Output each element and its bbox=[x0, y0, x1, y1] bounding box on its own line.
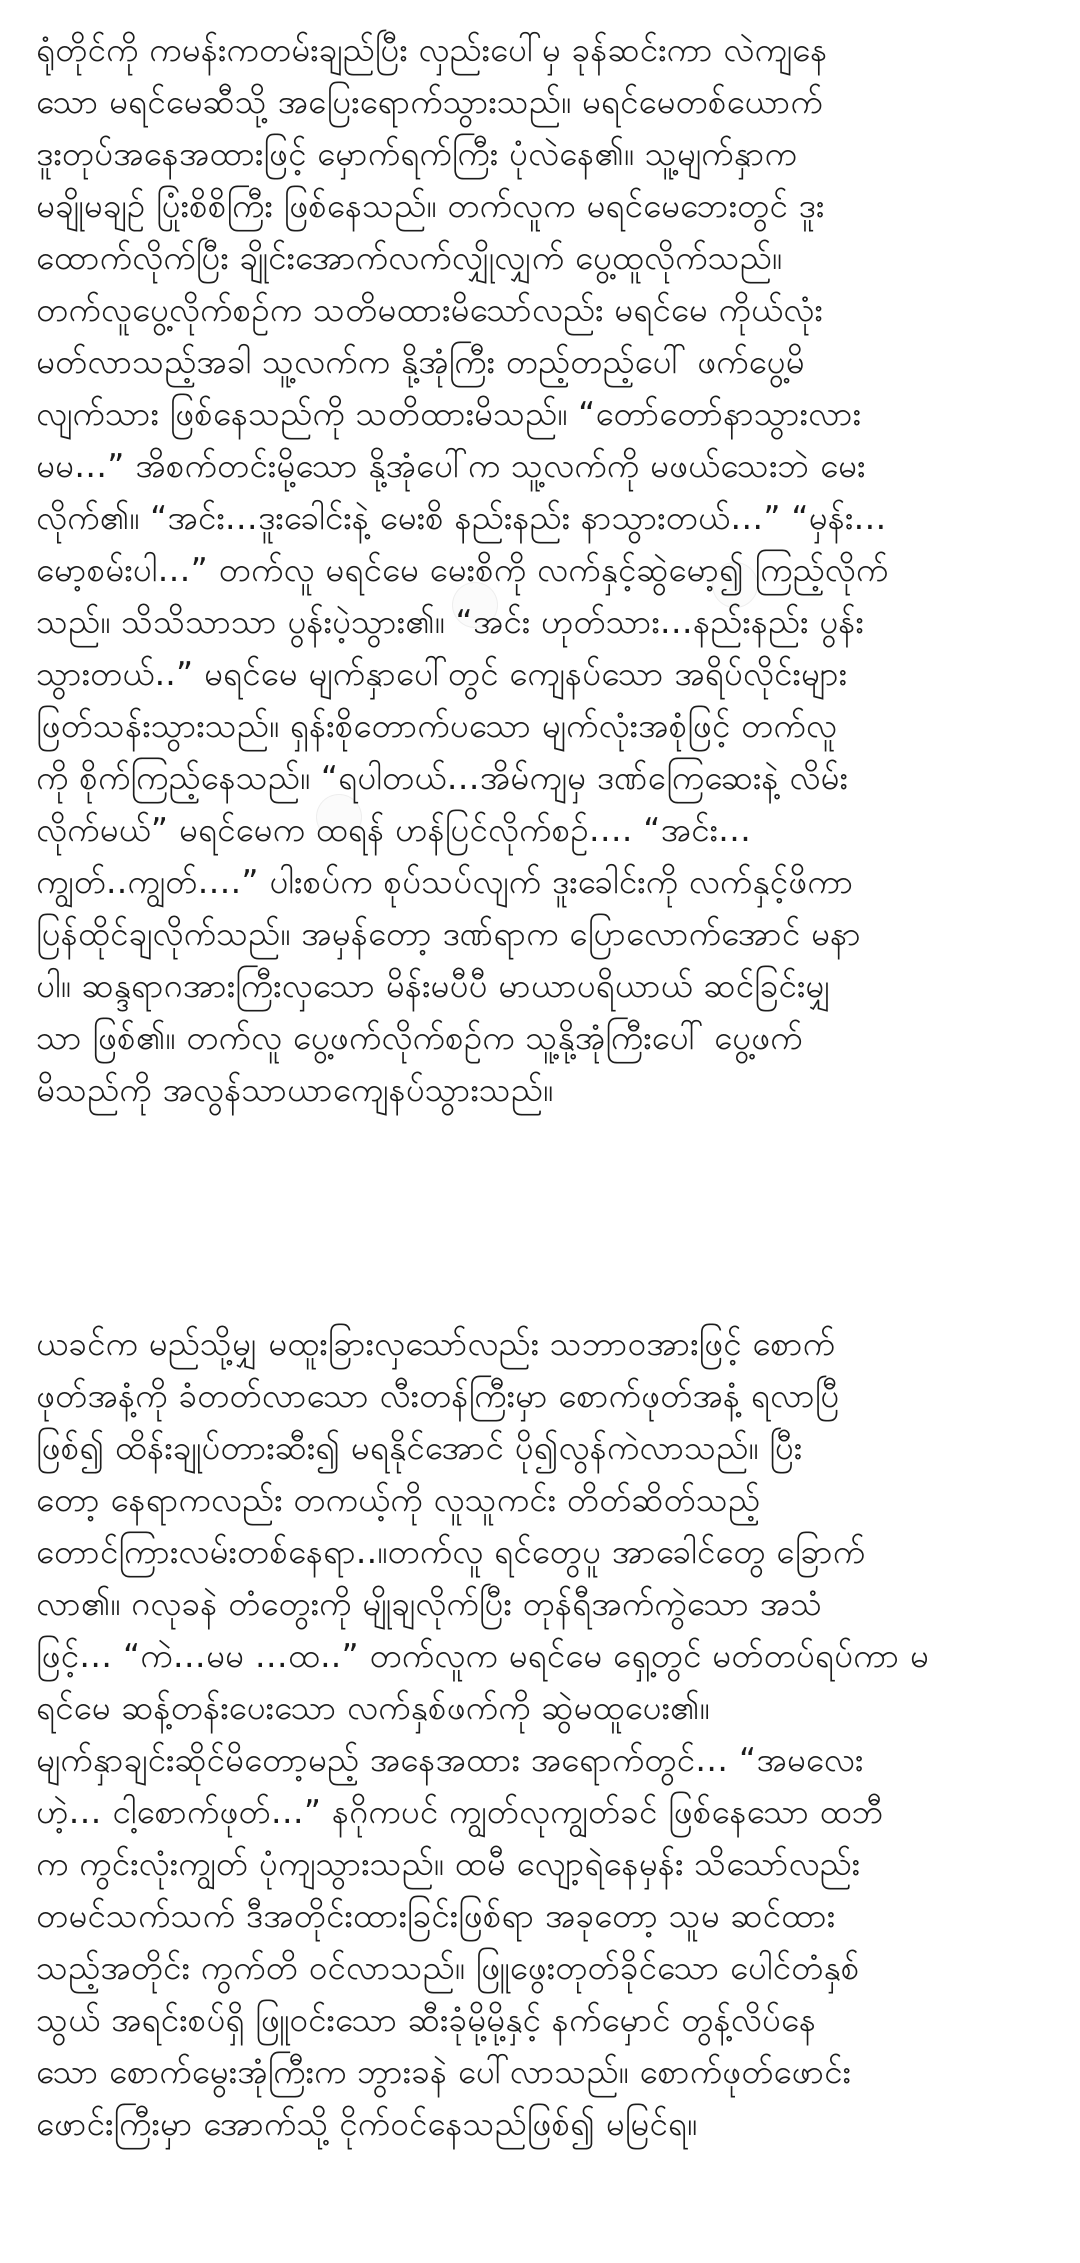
text-line: ဖြစ်၍ ထိန်းချုပ်တားဆီး၍ မရနိုင်အောင် ပို၍လွန်ကဲလာသည်။ ပြီး bbox=[36, 1428, 803, 1467]
text-line: ဖောင်းကြီးမှာ အောက်သို့ ငိုက်ဝင်နေသည်ဖြစ်၍ မမြင်ရ။ bbox=[36, 2104, 698, 2143]
text-line: ကျွတ်..ကျွတ်….” ပါးစပ်က စုပ်သပ်လျက် ဒူးခေါင်းကို လက်နှင့်ဖိကာ bbox=[36, 862, 854, 901]
paragraph-2 bbox=[36, 1318, 1044, 2150]
text-line: ပါ။ ဆန္ဒရာဂအားကြီးလှသော မိန်းမပီပီ မာယာပရိယာယ် ဆင်ခြင်းမျှ bbox=[36, 966, 831, 1005]
text-line: မမ…” အိစက်တင်းမို့သော နို့အုံပေါ်က သူ့လက်ကို မဖယ်သေးဘဲ မေး bbox=[36, 446, 866, 485]
text-line: ဖုတ်အနံ့ကို ခံတတ်လာသော လီးတန်ကြီးမှာ စောက်ဖုတ်အနံ့ ရလာပြီ bbox=[36, 1376, 840, 1415]
text-line: လျက်သား ဖြစ်နေသည်ကို သတိထားမိသည်။ “တော်တော်နာသွားလား bbox=[36, 394, 862, 433]
text-line: မိသည်ကို အလွန်သာယာကျေနပ်သွားသည်။ bbox=[36, 1070, 554, 1109]
text-line: သော စောက်မွေးအုံကြီးက ဘွားခနဲ ပေါ်လာသည်။ စောက်ဖုတ်ဖောင်း bbox=[36, 2052, 851, 2091]
text-line: ဒူးတုပ်အနေအထားဖြင့် မှောက်ရက်ကြီး ပုံလဲနေ၏။ သူ့မျက်နှာက bbox=[36, 134, 797, 173]
text-line: သည်။ သိသိသာသာ ပွန်းပဲ့သွား၏။ “အင်း ဟုတ်သား…နည်းနည်း ပွန်း bbox=[36, 602, 864, 641]
paragraph-1 bbox=[36, 24, 1044, 1116]
text-line: ဖြတ်သန်းသွားသည်။ ရှန်းစိုတောက်ပသော မျက်လုံးအစုံဖြင့် တက်လူ bbox=[36, 706, 837, 745]
text-line: ထောက်လိုက်ပြီး ချိုင်းအောက်လက်လျှိုလျှက် ပွေ့ထူလိုက်သည်။ bbox=[36, 238, 783, 277]
text-line: ကို စိုက်ကြည့်နေသည်။ “ရပါတယ်…အိမ်ကျမှ ဒဏ်ကြေဆေးနဲ့ လိမ်း bbox=[36, 758, 848, 797]
text-line: လိုက်၏။ “အင်း…ဒူးခေါင်းနဲ့ မေးစိ နည်းနည်း နာသွားတယ်…” “မှန်း… bbox=[36, 498, 887, 537]
text-line: က ကွင်းလုံးကျွတ် ပုံကျသွားသည်။ ထမီ လျော့ရဲနေမှန်း သိသော်လည်း bbox=[36, 1844, 861, 1883]
touch-indicator bbox=[712, 562, 758, 608]
text-line: သွားတယ်..” မရင်မေ မျက်နှာပေါ်တွင် ကျေနပ်သော အရိပ်လိုင်းများ bbox=[36, 654, 848, 693]
touch-indicator bbox=[452, 582, 498, 628]
text-line: ဟဲ့… ငါ့စောက်ဖုတ်…” နဂိုကပင် ကျွတ်လုကျွတ်ခင် ဖြစ်နေသော ထဘီ bbox=[36, 1792, 884, 1831]
text-line: ဖြင့်… “ကဲ…မမ …ထ..” တက်လူက မရင်မေ ရှေ့တွင် မတ်တပ်ရပ်ကာ မ bbox=[36, 1636, 929, 1675]
text-line: လိုက်မယ်” မရင်မေက ထရန် ဟန်ပြင်လိုက်စဉ်…. “အင်း… bbox=[36, 810, 752, 849]
text-line: မချိုမချဉ် ပြုံးစိစိကြီး ဖြစ်နေသည်။ တက်လူက မရင်မေဘေးတွင် ဒူး bbox=[36, 186, 825, 225]
text-line: ရုံတိုင်ကို ကမန်းကတမ်းချည်ပြီး လှည်းပေါ်မှ ခုန်ဆင်းကာ လဲကျနေ bbox=[36, 30, 828, 69]
text-line: လာ၏။ ဂလုခနဲ တံတွေးကို မျိုချလိုက်ပြီး တုန်ရီအက်ကွဲသော အသံ bbox=[36, 1584, 823, 1623]
text-line: ယခင်က မည်သို့မျှ မထူးခြားလှသော်လည်း သဘာဝအားဖြင့် စောက် bbox=[36, 1324, 836, 1363]
text-line: တမင်သက်သက် ဒီအတိုင်းထားခြင်းဖြစ်ရာ အခုတော့ သူမ ဆင်ထား bbox=[36, 1896, 836, 1935]
text-line: မော့စမ်းပါ…” တက်လူ မရင်မေ မေးစိကို လက်နှင့်ဆွဲမော့၍ ကြည့်လိုက် bbox=[36, 550, 889, 589]
text-line: သွယ် အရင်းစပ်ရှိ ဖြူဝင်းသော ဆီးခုံမို့မို့နှင့် နက်မှောင် တွန့်လိပ်နေ bbox=[36, 2000, 817, 2039]
text-line: သည့်အတိုင်း ကွက်တိ ဝင်လာသည်။ ဖြူဖွေးတုတ်ခိုင်သော ပေါင်တံနှစ် bbox=[36, 1948, 860, 1987]
text-line: ပြန်ထိုင်ချလိုက်သည်။ အမှန်တော့ ဒဏ်ရာက ပြောလောက်အောင် မနာ bbox=[36, 914, 861, 953]
text-line: တောင်ကြားလမ်းတစ်နေရာ..။တက်လူ ရင်တွေပူ အာခေါင်တွေ ခြောက် bbox=[36, 1532, 866, 1571]
text-line: တော့ နေရာကလည်း တကယ့်ကို လူသူကင်း တိတ်ဆိတ်သည့် bbox=[36, 1480, 761, 1519]
text-line: သော မရင်မေဆီသို့ အပြေးရောက်သွားသည်။ မရင်မေတစ်ယောက် bbox=[36, 82, 823, 121]
touch-indicator bbox=[316, 794, 362, 840]
text-line: သာ ဖြစ်၏။ တက်လူ ပွေ့ဖက်လိုက်စဉ်က သူ့နို့အုံကြီးပေါ် ပွေ့ဖက် bbox=[36, 1018, 803, 1057]
text-line: မတ်လာသည့်အခါ သူ့လက်က နို့အုံကြီး တည့်တည့်ပေါ် ဖက်ပွေ့မိ bbox=[36, 342, 805, 381]
text-line: တက်လူပွေ့လိုက်စဉ်က သတိမထားမိသော်လည်း မရင်မေ ကိုယ်လုံး bbox=[36, 290, 823, 329]
text-line: ရင်မေ ဆန့်တန်းပေးသော လက်နှစ်ဖက်ကို ဆွဲမထူပေး၏။ bbox=[36, 1688, 710, 1727]
text-line: မျက်နှာချင်းဆိုင်မိတော့မည့် အနေအထား အရောက်တွင်… “အမလေး bbox=[36, 1740, 864, 1779]
